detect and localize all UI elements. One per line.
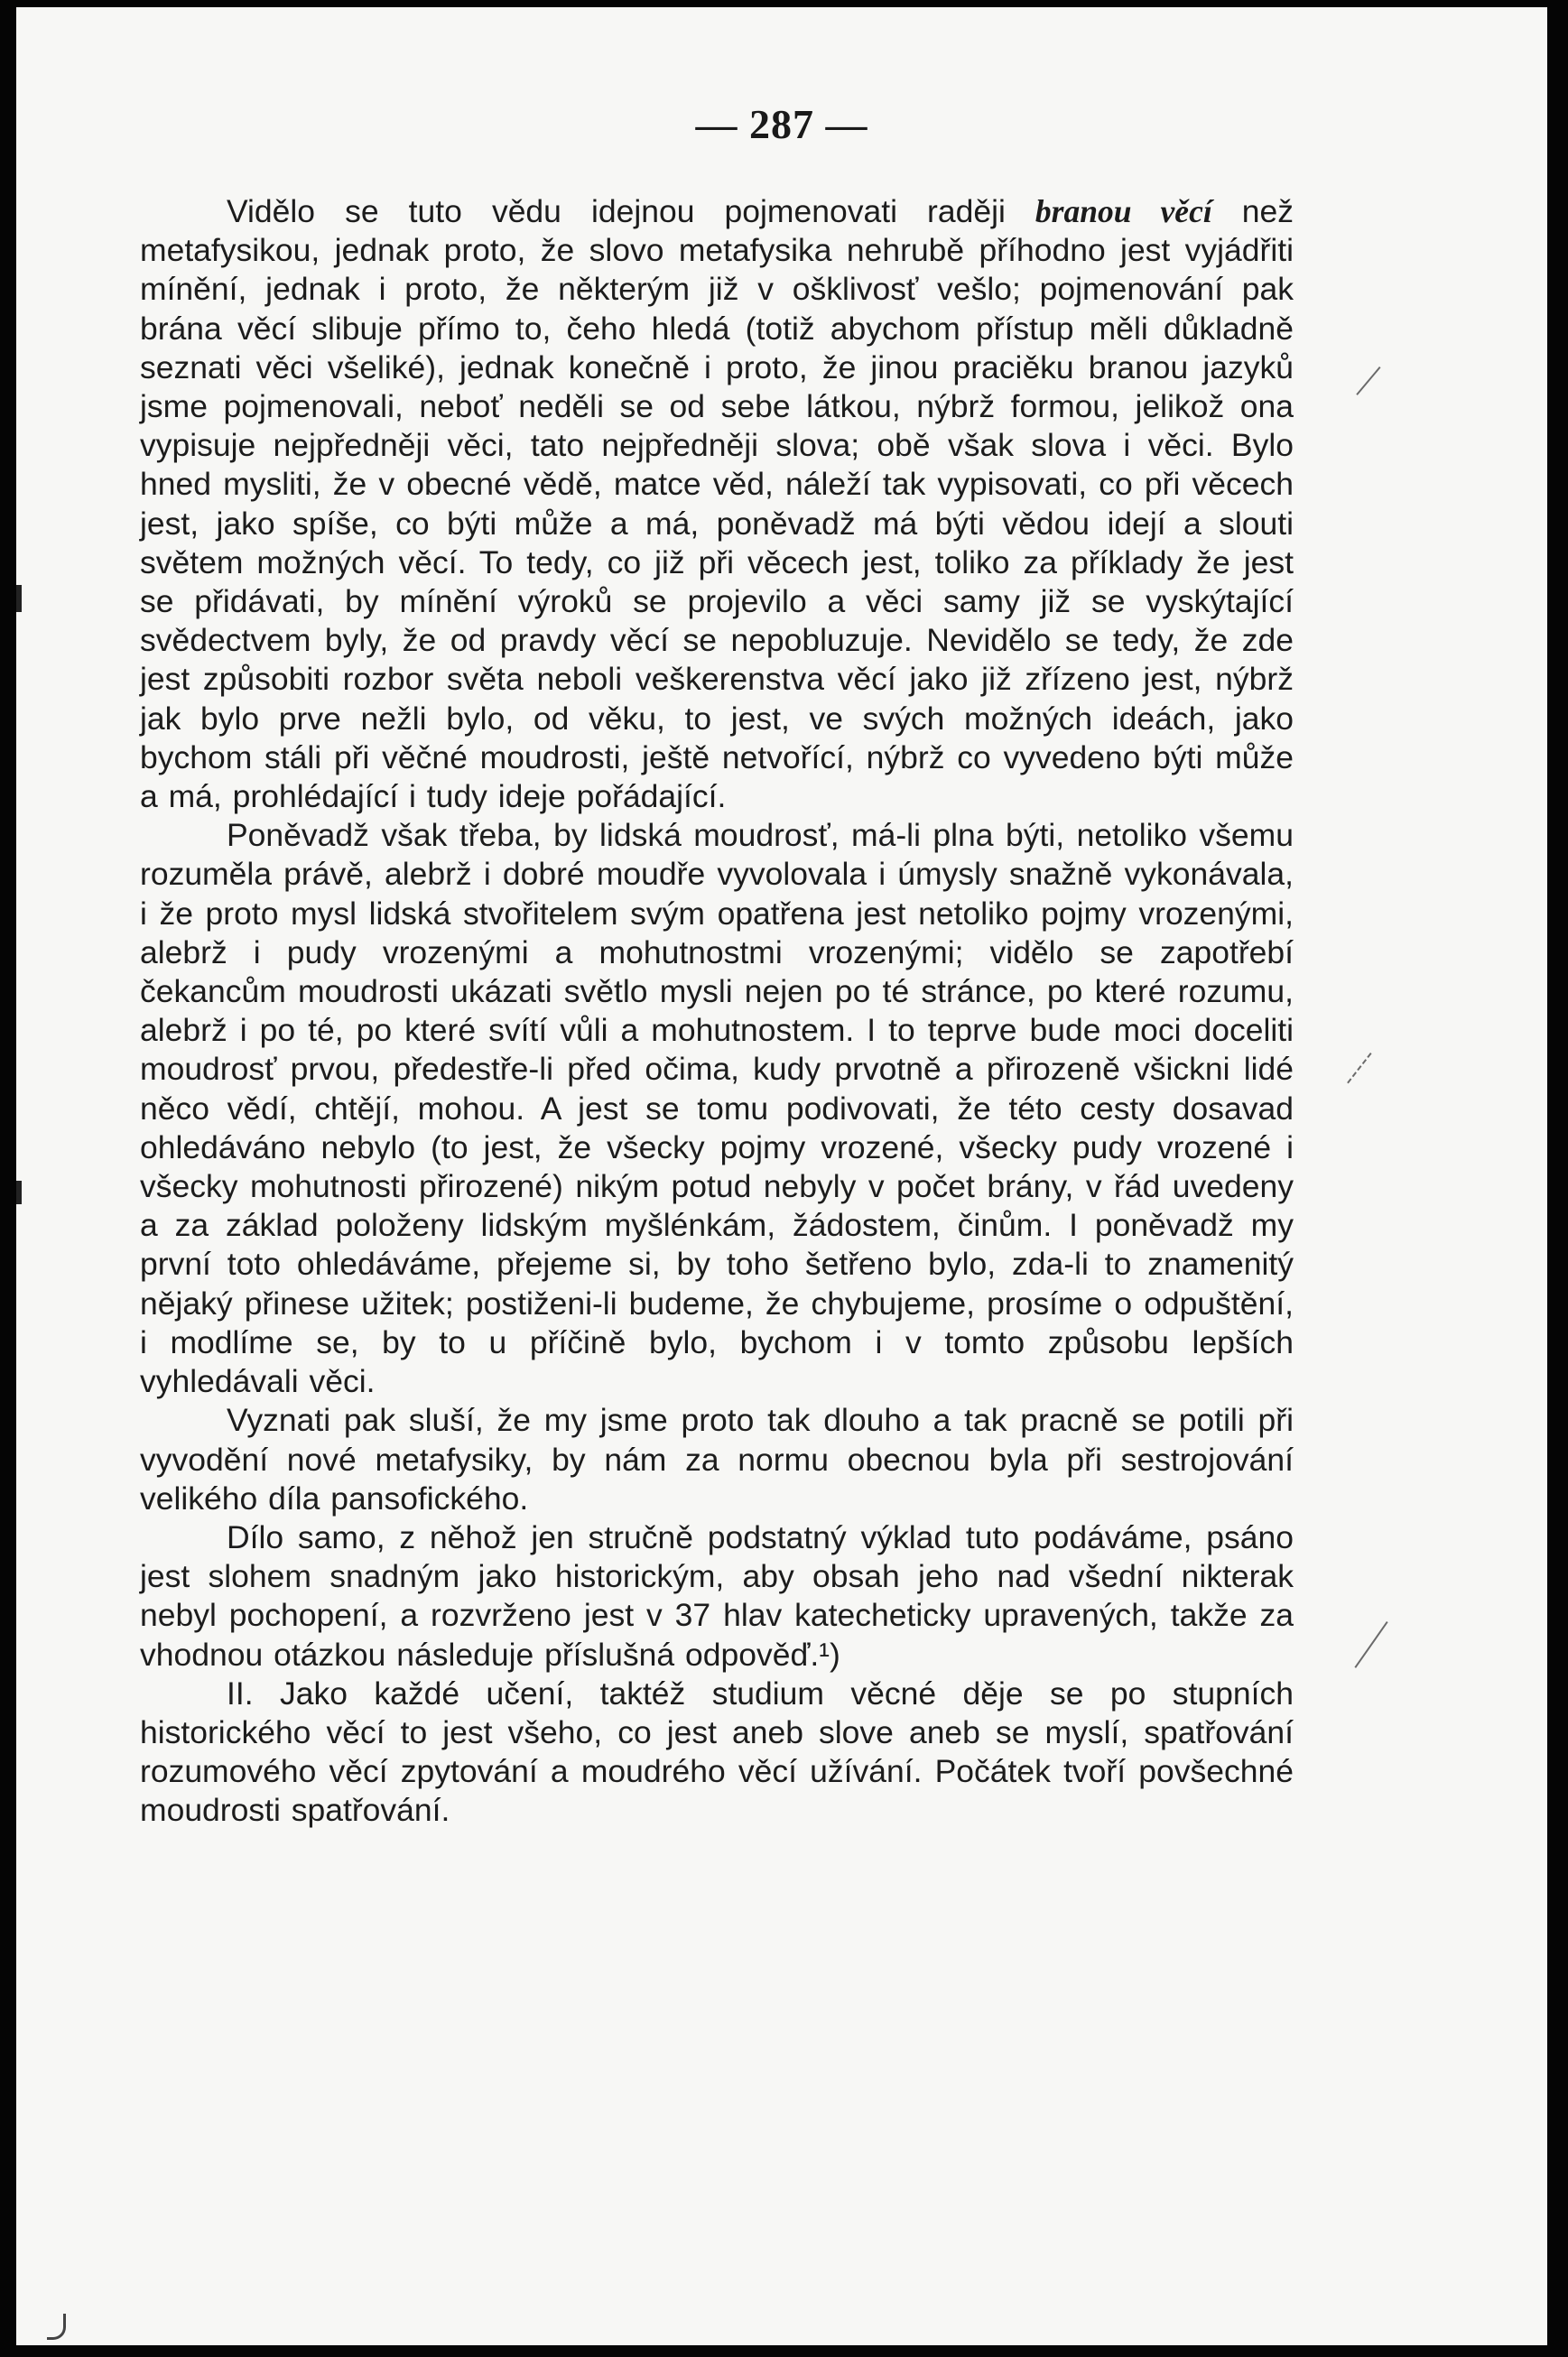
- body-text: [140, 192, 1294, 1831]
- pencil-mark-icon: [1347, 1053, 1371, 1083]
- paragraph-4: Dílo samo, z něhož jen stručně podstatný výklad tuto podáváme, psáno jest slohem snadným jako historickým, aby obsah jeho nad všední nikterak nebyl pochopení, a rozvrženo jest v 37 hlav katecheticky upravených, takže za vhodnou otázkou následuje příslušná odpověď.¹): [140, 1518, 1294, 1673]
- paragraph-1-rest: než metafysikou, jednak proto, že slovo metafysika nehrubě příhodno jest vyjádřiti mínění, jednak i proto, že některým již v ošklivosť vešlo; pojmenování pak brána věcí slibuje přímo to, čeho hledá (totiž abychom přístup měli důkladně seznati věci všeliké), jednak konečně i proto, že jinou praciěku branou jazyků jsme pojmenovali, neboť neděli se od sebe látkou, nýbrž formou, jelikož ona vypisuje nejpředněji věci, tato nejpředněji slova; obě však slova i věci. Bylo hned mysliti, že v obecné vědě, matce věd, náleží tak vypisovati, co při věcech jest, jako spíše, co býti může a má, poněvadž má býti vědou idejí a slouti světem možných věcí. To tedy, co již při věcech jest, toliko za příklady že jest se přidávati, by mínění výroků se projevilo a věci samy již se vyskýtající svědectvem byly, že od pravdy věcí se nepobluzuje. Nevidělo se tedy, že zde jest způsobiti rozbor světa neboli veškerenstva věcí jako již zřízeno jest, nýbrž jak bylo prve nežli bylo, od věku, to jest, ve svých možných ideách, jako bychom stáli při věčné moudrosti, ještě netvořící, nýbrž co vyvedeno býti může a má, prohlédající i tudy ideje pořádající.: [140, 193, 1294, 815]
- book-page: [16, 7, 1547, 2345]
- page-number: — 287 —: [695, 101, 868, 147]
- paragraph-5: II. Jako každé učení, taktéž studium věcné děje se po stupních historického věcí to jest všeho, co jest aneb slove aneb se myslí, spatřování rozumového věcí zpytování a moudrého věcí užívání. Počátek tvoří povšechné moudrosti spatřování.: [140, 1675, 1294, 1829]
- emphasized-term: branou věcí: [1035, 193, 1212, 229]
- corner-curl-icon: [47, 2314, 66, 2340]
- paragraph-2: Poněvadž však třeba, by lidská moudrosť, má-li plna býti, netoliko všemu rozuměla právě, alebrž i dobré moudře vyvolovala i úmysly snažně vykonávala, i že proto mysl lidská stvořitelem svým opatřena jest netoliko pojmy vrozenými, alebrž i pudy vrozenými a mohutnostmi vrozenými; vidělo se zapotřebí čekancům moudrosti ukázati světlo mysli nejen po té stránce, po které rozumu, alebrž i po té, po které svítí vůli a mohutnostem. I to teprve bude moci doceliti moudrosť prvou, předestře-li před očima, kudy prvotně a přirozeně všickni lidé něco vědí, chtějí, mohou. A jest se tomu podivovati, že této cesty dosavad ohledáváno nebylo (to jest, že všecky pojmy vrozené, všecky pudy vrozené i všecky mohutnosti přirozené) nikým potud nebyly v počet brány, v řád uvedeny a za základ položeny lidským myšlénkám, žádostem, činům. I poněvadž my první toto ohledáváme, přejeme si, by toho šetřeno bylo, zda-li to znamenitý nějaký přinese užitek; postiženi-li budeme, že chybujeme, prosíme o odpuštění, i modlíme se, by to u příčině bylo, bychom i v tomto způsobu lepších vyhledávali věci.: [140, 817, 1294, 1400]
- pencil-mark-icon: [1354, 1621, 1387, 1668]
- pencil-mark-icon: [1356, 367, 1380, 395]
- scan-edge-mark: [16, 1181, 22, 1204]
- paragraph-3: Vyznati pak sluší, že my jsme proto tak dlouho a tak pracně se potili při vyvodění nové metafysiky, by nám za normu obecnou byla při sestrojování velikého díla pansofického.: [140, 1402, 1294, 1517]
- paragraph-1: [140, 192, 1294, 816]
- paragraph-1-lead: Vidělo se tuto vědu idejnou pojmenovati raději: [227, 193, 1035, 229]
- scan-edge-mark: [16, 585, 22, 612]
